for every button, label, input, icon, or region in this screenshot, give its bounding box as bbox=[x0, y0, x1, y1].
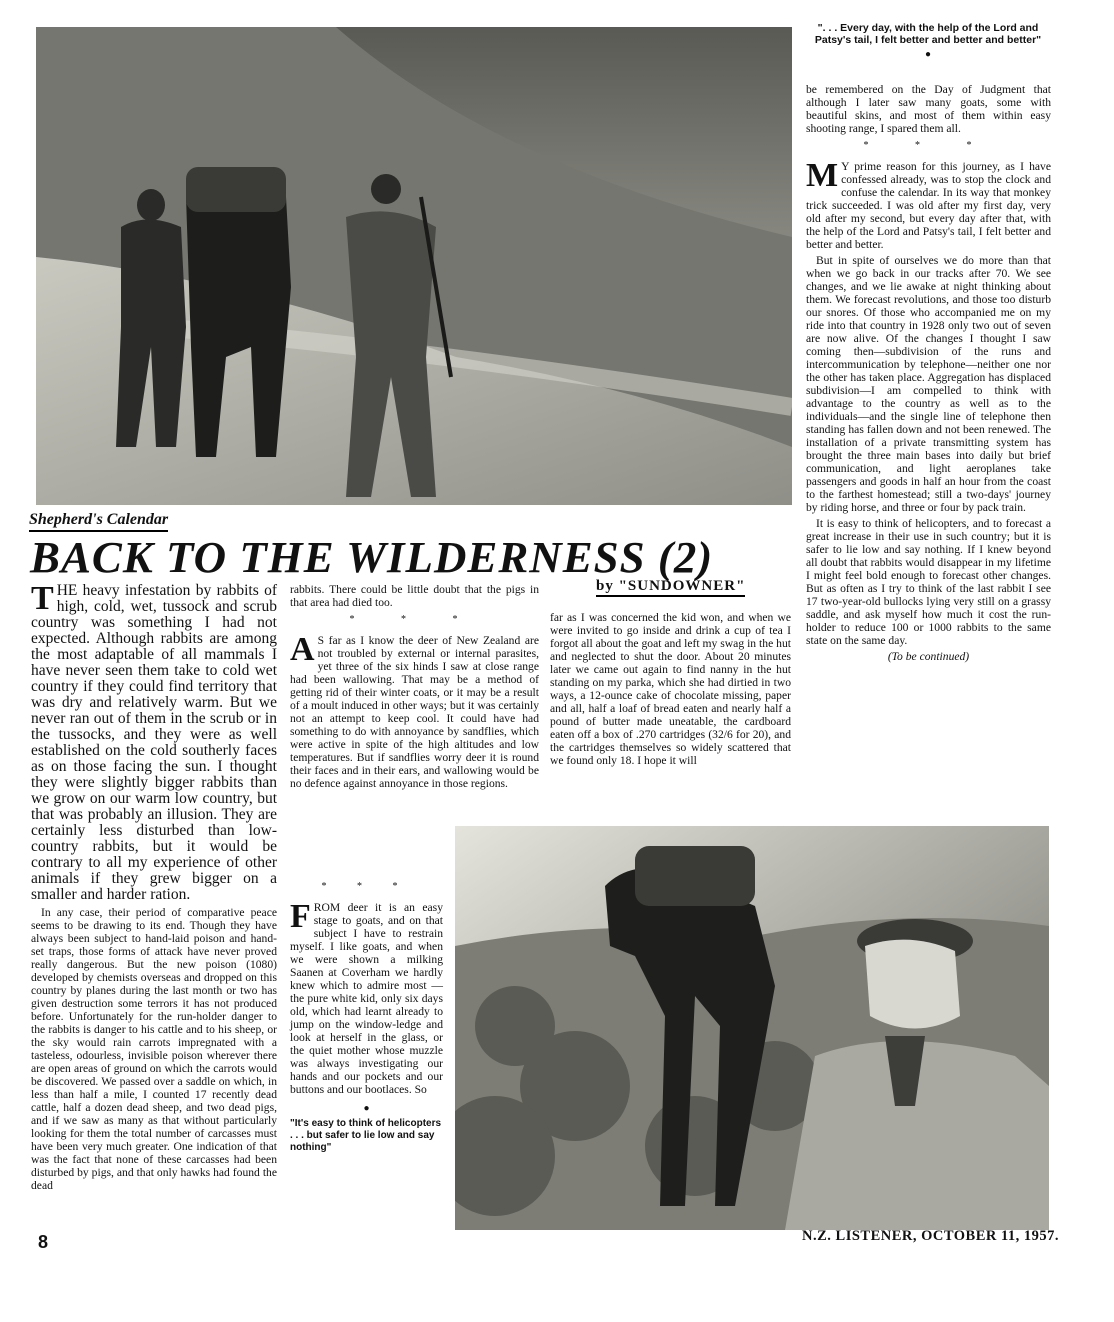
byline: by "SUNDOWNER" bbox=[596, 578, 745, 597]
headline: BACK TO THE WILDERNESS (2) bbox=[30, 533, 714, 582]
dropcap-a: A bbox=[290, 631, 315, 668]
bottom-pullquote: "It's easy to think of helicopters . . . but safer to lie low and say nothing" bbox=[290, 1118, 442, 1153]
col4-para-1: be remembered on the Day of Judgment that although I later saw many goats, some with beautiful skins, and most of them within easy shooting range, I spared them all. bbox=[806, 83, 1051, 135]
page-number: 8 bbox=[38, 1232, 49, 1252]
top-photo bbox=[36, 27, 792, 505]
col1-para-2: In any case, their period of comparative peace seems to be drawing to its end. Though they have always been subject to hand-laid poison and hand-set traps, those forms of attack have never proved really dangerous. But the new poison (1080) developed by chemists overseas and dropped on this country by planes during the last month or two has given destruction some terrors it has not produced before. Unfortunately for the run-holder danger to the rabbits is danger to his cattle and to his sheep, or the sky would rain carrots impregnated with a tasteless, odourless, invisible poison wherever there are open areas of ground on which the carrots would be discovered. We passed over a saddle on which, in less than half a mile, I counted 17 recently dead cattle, half a dozen dead sheep, and two dead pigs, and if we saw as many as that without particularly looking for them the total number of carcasses must have been very much greater. One indication of that was the fact that none of these carcasses had been disturbed by pigs, and that only hawks had found the dead bbox=[31, 906, 277, 1192]
top-pullquote bbox=[806, 22, 1050, 64]
section-stars: * * * bbox=[349, 614, 480, 625]
section-tag: Shepherd's Calendar bbox=[29, 511, 168, 532]
section-stars-3: * * * bbox=[863, 140, 994, 151]
column-2-lower bbox=[290, 876, 443, 1154]
section-stars-2: * * * bbox=[321, 881, 412, 892]
column-2 bbox=[290, 583, 539, 793]
col4-para-4: It is easy to think of helicopters, and to forecast a great increase in their use in such country; but it is safer to lie low and say nothing. If I knew beyond all doubt that rabbits would disappear in my lifetime I might feel bold enough to forecast other changes. But as often as I try to think of the last rabbit I see 17 two-year-old bullocks lying very still on a grassy saddle, and ask myself how much it cost the run-holder to reduce 100 or 1000 rabbits to the same state on the same day. bbox=[806, 517, 1051, 647]
publication-footer: N.Z. LISTENER, OCTOBER 11, 1957. bbox=[802, 1228, 1060, 1244]
dropcap-t: T bbox=[31, 580, 54, 617]
bullet-dot: ● bbox=[924, 49, 932, 60]
col3-para-1: far as I was concerned the kid won, and when we were invited to go inside and drink a cup of tea I forgot all about the goat and left my swag in the hut and neglected to shut the door. About 20 minutes later we came out again to find nanny in the hut standing on my parka, which she had dirtied in two ways, a 12-ounce cake of chocolate missing, paper and all, half a loaf of bread eaten and nearly half a pound of butter made uneatable, the cardboard eaten off a box of .270 cartridges (32/6 for 20), and the cartridges themselves so widely scattered that we found only 18. I hope it will bbox=[550, 611, 791, 767]
to-be-continued: (To be continued) bbox=[887, 650, 970, 663]
dropcap-m: M bbox=[806, 157, 839, 194]
bullet-dot-2: ● bbox=[363, 1103, 370, 1114]
col2-para-3: FROM deer it is an easy stage to goats, and on that subject I have to restrain myself. I like goats, and when we were shown a milking Saanen at Coverham we hardly knew which to admire most — the pure white kid, only six days old, which had learnt already to jump on the window-ledge and look at herself in the glass, or the quiet mother whose muzzle was always investigating our hands and our pockets and our buttons and our bootlaces. So bbox=[290, 898, 443, 1096]
col4-para-2: M Y prime reason for this journey, as I have confessed already, was to stop the clock and confuse the calendar. In its way that monkey trick succeeded. I was old after my first day, very old after my second, but every day after that, with the help of the Lord and Patsy's tail, I felt better and better and better. bbox=[806, 157, 1051, 251]
column-3 bbox=[550, 611, 791, 770]
col2-para-2: A S far as I know the deer of New Zealand are not troubled by external or internal parasites, yet three of the six hinds I saw at close range had been wallowing. That may be a method of getting rid of their winter coats, or it may be a result of a moult induced in other ways; but it was certainly not an attempt to keep cool. It could have had something to do with annoyance by sandflies, which were active in spite of the high altitudes and low temperatures. But if sandflies worry deer it is round their faces and in their ears, and wallowing would be no defence against annoyance in those regions. bbox=[290, 631, 539, 790]
column-1 bbox=[31, 580, 277, 1195]
bottom-photo bbox=[455, 826, 1049, 1230]
top-pullquote-text: ". . . Every day, with the help of the Lord and Patsy's tail, I felt better and better and better" bbox=[814, 22, 1042, 46]
top-photo-image bbox=[36, 27, 792, 505]
col2-para-1: rabbits. There could be little doubt that the pigs in that area had died too. bbox=[290, 583, 539, 609]
column-4 bbox=[806, 83, 1051, 663]
col4-para-3: But in spite of ourselves we do more than that when we go back in our tracks after 70. We see changes, and we lie awake at night thinking about them. We forecast revolutions, and those too disturb our snores. Of those who accompanied me on my ride into that country in 1928 only two out of seven are now alive. Of the changes I thought I saw coming then—subdivision of the runs and intercommunication by telephone—neither one nor the other has taken place. Aggregation has displaced subdivision—I am compelled to think with advantage to the country as well as to the individuals—and the single line of telephone then standing has fallen down and not been renewed. The installation of a private transmitting system has brought the three main bases into daily but brief communication, and light aeroplanes take passengers and goods in half an hour from the coast to the farthest homestead; still a two-days' journey by riding horse, and three or four by pack train. bbox=[806, 254, 1051, 514]
dropcap-f: F bbox=[290, 898, 311, 935]
bottom-photo-image bbox=[455, 826, 1049, 1230]
col1-para-1: THE heavy infestation by rabbits of high, cold, wet, tussock and scrub country was something I had not expected. Although rabbits are among the most adaptable of all mammals I have never seen them take to cold wet country if they could find territory that was dry and relatively warm. But we never ran out of them in the scrub or in the tussocks, and they were as well established on the cold southerly faces as on those facing the sun. I thought they were slightly bigger rabbits than we grow on our warm low country, but that was probably an illusion. They are certainly less disturbed than low-country rabbits, but it would be contrary to all my experience of other animals if they grew bigger on a smaller and harder ration. bbox=[31, 580, 277, 903]
